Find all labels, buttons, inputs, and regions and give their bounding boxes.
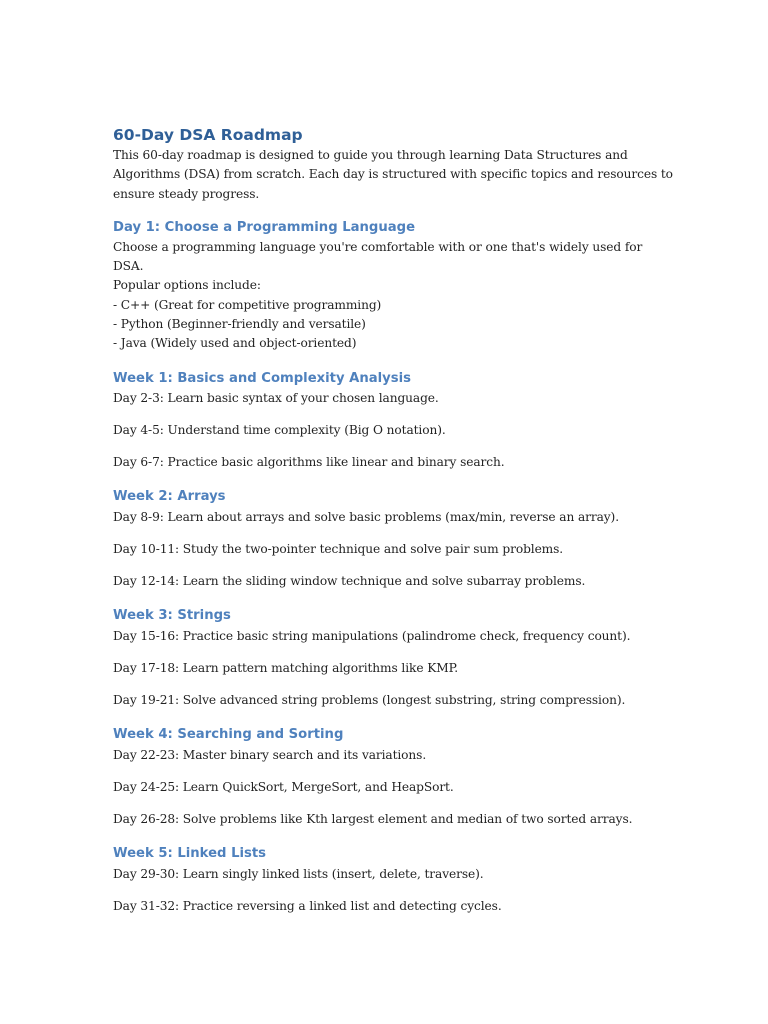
week-1-section: [113, 368, 673, 472]
week-5-item-2: Day 31-32: Practice reversing a linked list and detecting cycles.: [113, 899, 502, 914]
week-4-item-2: Day 24-25: Learn QuickSort, MergeSort, and HeapSort.: [113, 780, 454, 795]
week-5-item-1: Day 29-30: Learn singly linked lists (insert, delete, traverse).: [113, 867, 484, 882]
week-3-section: [113, 605, 673, 710]
week-4-section: [113, 724, 673, 829]
day1-heading: Day 1: Choose a Programming Language: [113, 219, 416, 235]
week-1-item-2: Day 4-5: Understand time complexity (Big O notation).: [113, 423, 446, 438]
document-title: 60-Day DSA Roadmap: [113, 126, 303, 144]
week-3-item-2: Day 17-18: Learn pattern matching algorithms like KMP.: [113, 661, 458, 676]
week-4-item-1: Day 22-23: Master binary search and its variations.: [113, 748, 427, 763]
week-4-heading: Week 4: Searching and Sorting: [113, 727, 344, 743]
week-1-item-1: Day 2-3: Learn basic syntax of your chosen language.: [113, 391, 439, 406]
week-1-heading: Week 1: Basics and Complexity Analysis: [113, 371, 411, 387]
week-2-item-2: Day 10-11: Study the two-pointer technique and solve pair sum problems.: [113, 542, 564, 557]
week-2-heading: Week 2: Arrays: [113, 489, 226, 505]
week-5-section: [113, 843, 673, 916]
day1-paragraph: Choose a programming language you're comfortable with or one that's widely used for DSA. Popular options include: - C++ (Great for competitive programming) - Python (Beginner-friendly and versatile) - Java (Widely used and object-oriented): [113, 239, 643, 350]
week-4-item-3: Day 26-28: Solve problems like Kth largest element and median of two sorted arrays.: [113, 812, 633, 827]
week-1-item-3: Day 6-7: Practice basic algorithms like linear and binary search.: [113, 455, 505, 470]
week-3-item-3: Day 19-21: Solve advanced string problems (longest substring, string compression).: [113, 693, 626, 708]
document-page: [113, 124, 673, 916]
week-3-heading: Week 3: Strings: [113, 608, 231, 624]
week-5-heading: Week 5: Linked Lists: [113, 846, 266, 862]
week-2-item-1: Day 8-9: Learn about arrays and solve basic problems (max/min, reverse an array).: [113, 510, 619, 525]
intro-paragraph: This 60-day roadmap is designed to guide you through learning Data Structures and Algorithms (DSA) from scratch. Each day is structured with specific topics and resources to ensure steady progress.: [113, 148, 673, 201]
week-3-item-1: Day 15-16: Practice basic string manipulations (palindrome check, frequency count).: [113, 629, 631, 644]
week-2-section: [113, 485, 673, 591]
week-2-item-3: Day 12-14: Learn the sliding window technique and solve subarray problems.: [113, 574, 586, 589]
